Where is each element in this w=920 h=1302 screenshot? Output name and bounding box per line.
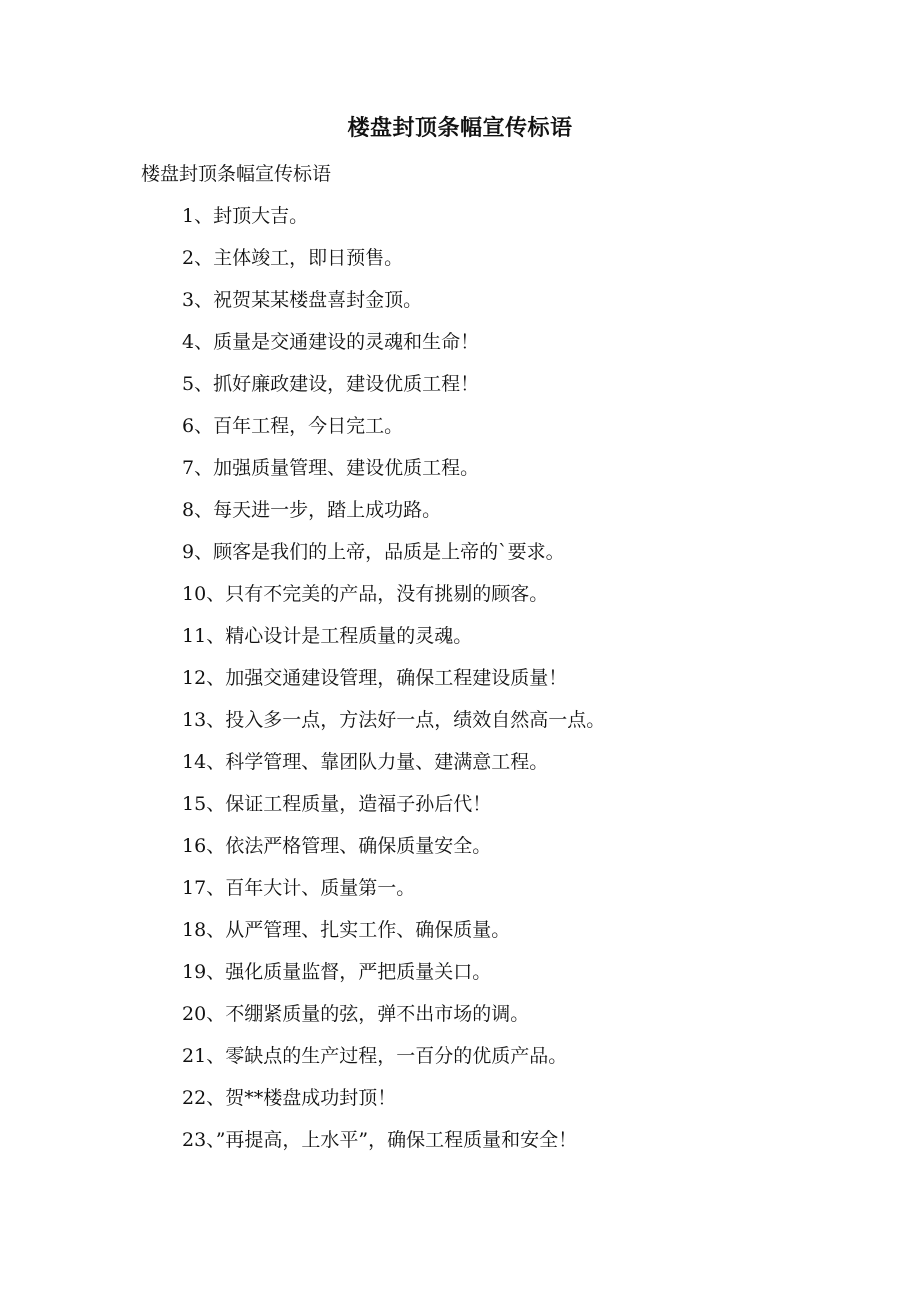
slogan-item	[182, 286, 605, 328]
slogan-number: 23	[182, 1129, 207, 1151]
slogan-item	[182, 958, 605, 1000]
slogan-text: 、抓好廉政建设，建设优质工程！	[194, 373, 480, 395]
slogan-text: 、保证工程质量，造福子孙后代！	[206, 793, 492, 815]
slogan-item	[182, 790, 605, 832]
slogan-number: 18	[182, 919, 207, 941]
slogan-number: 7	[182, 457, 195, 479]
slogan-number: 10	[182, 583, 207, 605]
slogan-item	[182, 916, 605, 958]
slogan-number: 16	[182, 835, 207, 857]
slogan-item	[182, 328, 605, 370]
slogan-text: 、主体竣工，即日预售。	[194, 247, 404, 269]
slogan-item	[182, 1084, 605, 1126]
slogan-number: 4	[182, 331, 195, 353]
slogan-item	[182, 1126, 605, 1168]
slogan-item	[182, 580, 605, 622]
slogan-number: 12	[182, 667, 207, 689]
slogan-number: 11	[182, 625, 207, 647]
slogan-item	[182, 874, 605, 916]
slogan-number: 9	[182, 541, 195, 563]
slogan-text: 、强化质量监督，严把质量关口。	[206, 961, 492, 983]
slogan-number: 6	[182, 415, 195, 437]
slogan-text: 、精心设计是工程质量的灵魂。	[206, 625, 473, 647]
slogan-list	[182, 202, 605, 1168]
slogan-text: 、从严管理、扎实工作、确保质量。	[206, 919, 511, 941]
slogan-item	[182, 370, 605, 412]
slogan-item	[182, 832, 605, 874]
slogan-text: 、祝贺某某楼盘喜封金顶。	[194, 289, 423, 311]
slogan-number: 2	[182, 247, 195, 269]
slogan-number: 17	[182, 877, 207, 899]
slogan-text: 、顾客是我们的上帝，品质是上帝的`要求。	[194, 541, 565, 563]
slogan-item	[182, 412, 605, 454]
slogan-text: 、投入多一点，方法好一点，绩效自然高一点。	[206, 709, 606, 731]
document-title: 楼盘封顶条幅宣传标语	[347, 115, 573, 141]
slogan-number: 13	[182, 709, 207, 731]
slogan-text: 、质量是交通建设的灵魂和生命！	[194, 331, 480, 353]
slogan-item	[182, 622, 605, 664]
slogan-text: 、贺**楼盘成功封顶！	[206, 1087, 397, 1109]
slogan-number: 20	[182, 1003, 207, 1025]
slogan-text: 、依法严格管理、确保质量安全。	[206, 835, 492, 857]
slogan-text: 、零缺点的生产过程，一百分的优质产品。	[206, 1045, 568, 1067]
slogan-text: 、百年大计、质量第一。	[206, 877, 416, 899]
slogan-number: 5	[182, 373, 195, 395]
slogan-text: 、加强质量管理、建设优质工程。	[194, 457, 480, 479]
slogan-text: 、百年工程，今日完工。	[194, 415, 404, 437]
slogan-item	[182, 244, 605, 286]
slogan-item	[182, 496, 605, 538]
slogan-text: 、”再提高，上水平”，确保工程质量和安全！	[206, 1129, 578, 1151]
slogan-number: 1	[182, 205, 195, 227]
slogan-item	[182, 454, 605, 496]
slogan-item	[182, 706, 605, 748]
slogan-item	[182, 1042, 605, 1084]
slogan-item	[182, 1000, 605, 1042]
slogan-item	[182, 538, 605, 580]
slogan-text: 、只有不完美的产品，没有挑剔的顾客。	[206, 583, 549, 605]
document-subtitle: 楼盘封顶条幅宣传标语	[141, 163, 332, 185]
slogan-number: 21	[182, 1045, 207, 1067]
slogan-item	[182, 202, 605, 244]
slogan-text: 、科学管理、靠团队力量、建满意工程。	[206, 751, 549, 773]
slogan-text: 、封顶大吉。	[194, 205, 309, 227]
slogan-number: 8	[182, 499, 195, 521]
slogan-text: 、不绷紧质量的弦，弹不出市场的调。	[206, 1003, 530, 1025]
slogan-text: 、加强交通建设管理，确保工程建设质量！	[206, 667, 568, 689]
slogan-number: 14	[182, 751, 207, 773]
slogan-item	[182, 664, 605, 706]
slogan-text: 、每天进一步，踏上成功路。	[194, 499, 442, 521]
slogan-number: 22	[182, 1087, 207, 1109]
slogan-number: 3	[182, 289, 195, 311]
slogan-number: 19	[182, 961, 207, 983]
slogan-number: 15	[182, 793, 207, 815]
slogan-item	[182, 748, 605, 790]
